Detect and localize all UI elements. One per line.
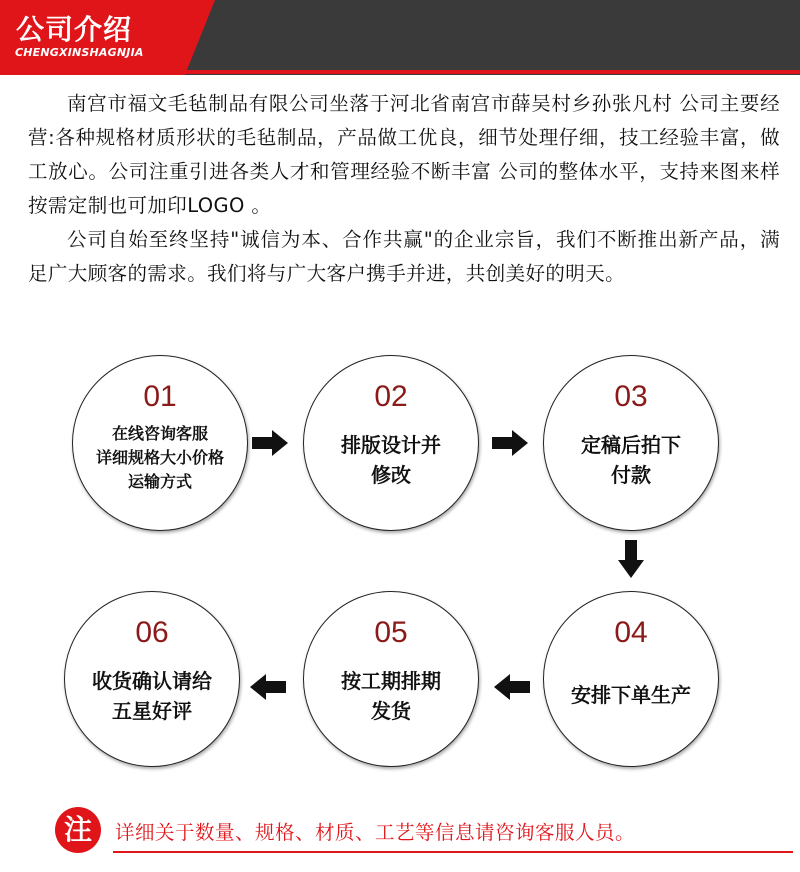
section-header xyxy=(0,0,800,75)
step-number: 02 xyxy=(374,380,408,413)
step-line: 修改 xyxy=(371,463,411,487)
step-line: 排版设计并 xyxy=(341,433,441,457)
step-number: 05 xyxy=(374,616,408,649)
step-circle-01 xyxy=(72,355,248,531)
header-subtitle: CHENGXINSHAGNJIA xyxy=(15,46,144,59)
step-number: 03 xyxy=(614,380,648,413)
arrow-right-icon xyxy=(252,428,290,458)
header-title: 公司介绍 xyxy=(16,13,133,46)
step-number: 06 xyxy=(135,616,169,649)
arrow-left-icon xyxy=(492,672,530,702)
step-line: 收货确认请给 xyxy=(92,669,212,693)
step-line: 运输方式 xyxy=(127,472,192,491)
arrow-down-icon xyxy=(616,540,646,580)
step-circle-03 xyxy=(543,355,719,531)
step-text xyxy=(310,666,472,726)
step-line: 五星好评 xyxy=(112,699,192,723)
notice xyxy=(55,807,745,851)
header-background-right xyxy=(150,0,800,75)
step-number: 01 xyxy=(143,380,177,413)
step-text xyxy=(550,430,712,490)
step-line: 发货 xyxy=(371,699,411,723)
notice-underline xyxy=(113,851,793,853)
step-circle-04 xyxy=(543,591,719,767)
step-line: 详细规格大小价格 xyxy=(95,448,224,467)
step-text xyxy=(310,430,472,490)
step-circle-05 xyxy=(303,591,479,767)
arrow-left-icon xyxy=(248,672,286,702)
step-number: 04 xyxy=(614,616,648,649)
company-intro xyxy=(28,87,780,291)
step-text xyxy=(550,680,712,710)
arrow-right-icon xyxy=(492,428,530,458)
step-text xyxy=(79,422,241,494)
step-line: 付款 xyxy=(611,463,651,487)
notice-text: 详细关于数量、规格、材质、工艺等信息请咨询客服人员。 xyxy=(115,821,636,844)
step-line: 定稿后拍下 xyxy=(581,433,681,457)
step-line: 按工期排期 xyxy=(341,669,441,693)
step-line: 安排下单生产 xyxy=(571,683,691,707)
intro-paragraph-1: 南宫市福文毛毡制品有限公司坐落于河北省南宫市薛吴村乡孙张凡村 公司主要经营:各种规格材质形状的毛毡制品，产品做工优良，细节处理仔细，技工经验丰富，做工放心。公司注重引进各类人才和管理经验不断丰富 公司的整体水平，支持来图来样按需定制也可加印LOGO 。 xyxy=(28,92,780,217)
step-circle-02 xyxy=(303,355,479,531)
step-circle-06 xyxy=(64,591,240,767)
step-text xyxy=(71,666,233,726)
step-line: 在线咨询客服 xyxy=(111,424,208,443)
notice-badge: 注 xyxy=(55,807,101,853)
intro-paragraph-2: 公司自始至终坚持"诚信为本、合作共赢"的企业宗旨，我们不断推出新产品，满足广大顾客的需求。我们将与广大客户携手并进，共创美好的明天。 xyxy=(28,228,780,285)
